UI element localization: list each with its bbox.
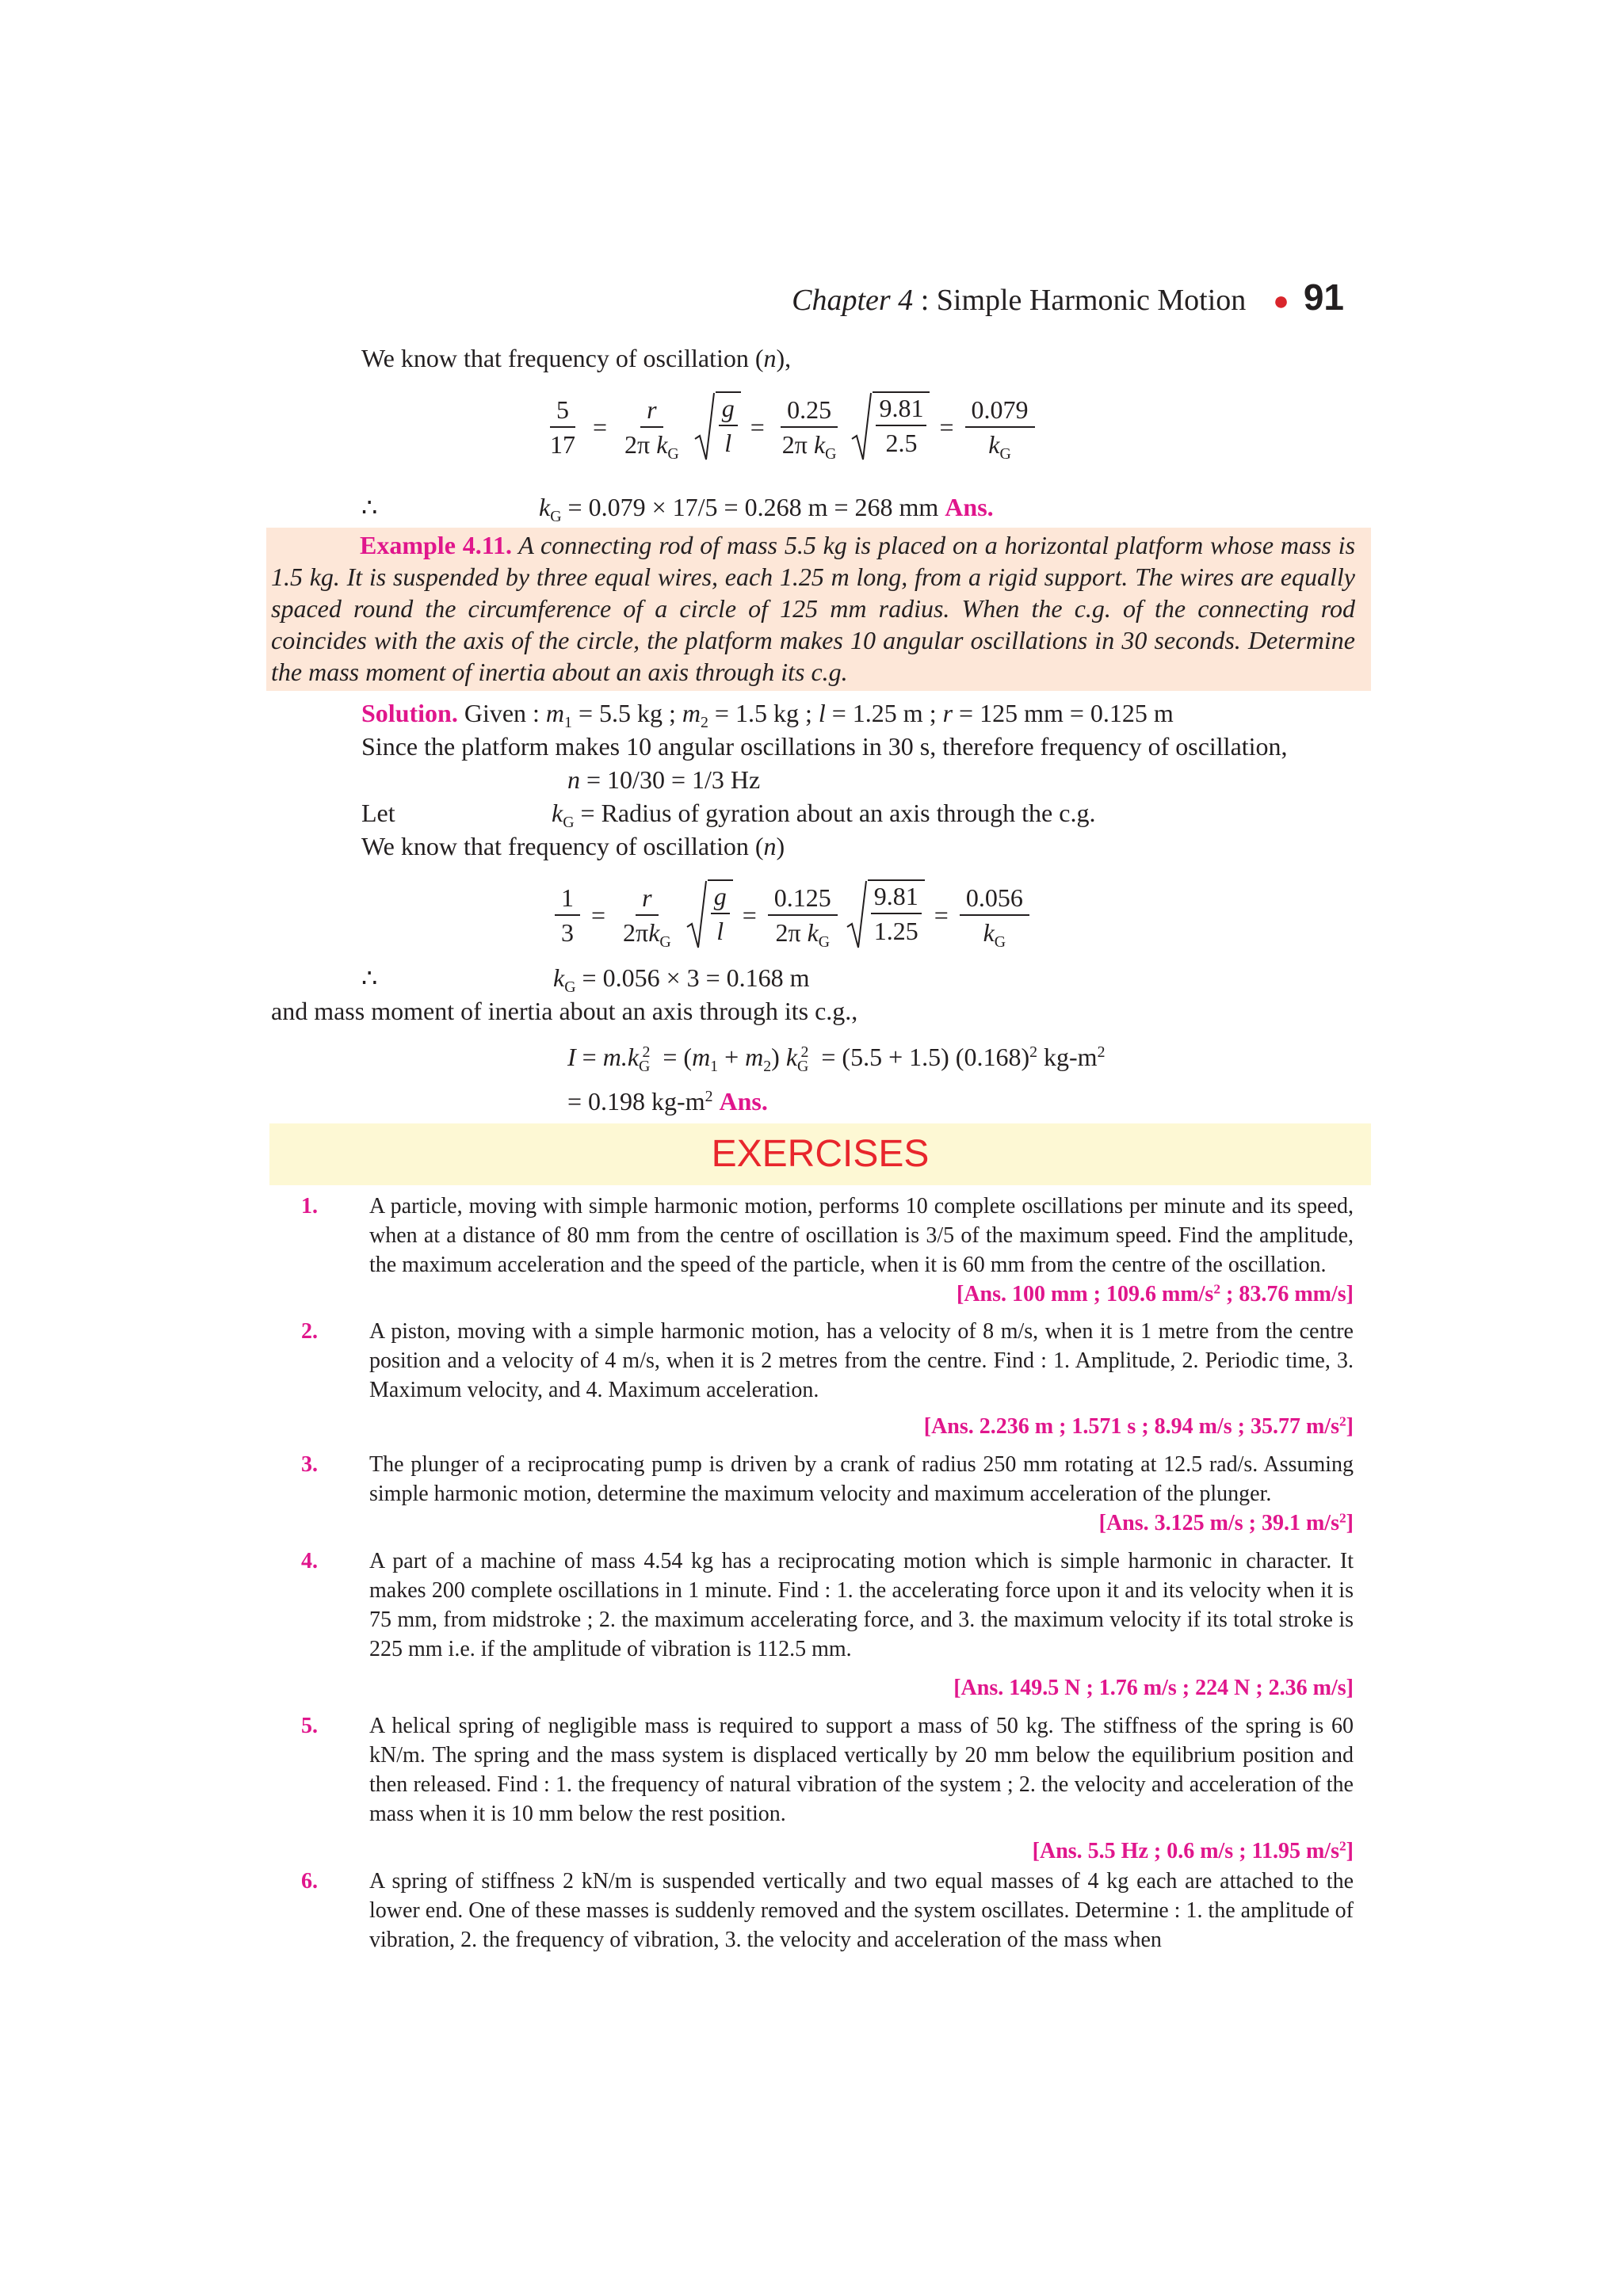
header-separator: : [913,284,937,317]
moi-result: = 0.198 $kg-m^2$ Ans. [567,1087,768,1116]
exercise-3-number: 3. [301,1452,318,1477]
exercise-4-answer: [Ans. 149.5 N ; 1.76 m/s ; 224 N ; 2.36 m/s] [953,1676,1354,1700]
page-header [792,279,1344,320]
chapter-label: Chapter 4 [792,284,914,317]
solution-frequency: n = 10/30 = 1/3 Hz [567,765,761,794]
example-statement [271,529,1355,688]
ans-label: Ans. [945,493,994,521]
prev-frequency-equation: $\frac{5}{17}$ = $\frac{r}{2\pi k_G}$ g l = $\frac{0.25}{2\pi k_G}$ 9.81 2.5 = $\frac{0.079}{k_G}$ [539,391,1040,463]
let-word: Let [361,799,395,827]
moi-equation: $I = m.k_G^2 = (m_1 + m_2) k_G^2 = (5.5 + 1.5)$ $(0.168)^2$ $kg-m^2$ [567,1043,1106,1075]
exercise-1-number: 1. [301,1194,318,1219]
let-definition: $k_G$ = Radius of gyration about an axis through the c.g. [552,799,1096,831]
moi-intro: and mass moment of inertia about an axis through its c.g., [271,997,858,1025]
exercise-3-text: The plunger of a reciprocating pump is driven by a crank of radius 250 mm rotating at 12.5 rad/s. Assuming simple harmonic motion, determine the maximum velocity and maximum acceleration of the plunger. [369,1452,1354,1506]
exercise-1-answer: [Ans. 100 mm ; 109.6 $mm/s^2$ ; 83.76 mm/s] [957,1281,1354,1306]
example-text: A connecting rod of mass 5.5 kg is placed on a horizontal platform whose mass is 1.5 kg. It is suspended by three equal wires, each 1.25 m long, from a rigid support. The wires are equally spaced round the circumference of a circle of 125 mm radius. When the c.g. of the connecting rod coincides with the axis of the circle, the platform makes 10 angular oscillations in 30 seconds. Determine the mass moment of inertia about an axis through its c.g. [271,531,1356,686]
page-number: 91 [1303,277,1344,318]
exercises-title: EXERCISES [711,1133,930,1175]
exercise-5-answer: [Ans. 5.5 Hz ; 0.6 m/s ; 11.95 $m/s^2$] [1032,1838,1354,1863]
exercise-4-text: A part of a machine of mass 4.54 kg has a reciprocating motion which is simple harmonic in character. It makes 200 complete oscillations in 1 minute. Find : 1. the accelerating force upon it and its velocity when it is 75 mm, from midstroke ; 2. the maximum accelerating force, and 3. the maximum velocity if its total stroke is 225 mm i.e. if the amplitude of vibration is 112.5 mm. [369,1549,1354,1661]
example-label: Example 4.11. [360,531,512,559]
prev-intro: We know that frequency of oscillation (n), [361,344,792,372]
therefore-symbol: ∴ [361,493,378,521]
chapter-title: Simple Harmonic Motion [936,284,1247,317]
exercise-2-number: 2. [301,1319,318,1344]
therefore-symbol-2: ∴ [361,963,378,992]
exercise-5-text: A helical spring of negligible mass is required to support a mass of 50 kg. The stiffness of the spring is 60 kN/m. The spring and the mass system is displaced vertically by 20 mm below the equilibrium position and then released. Find : 1. the frequency of natural vibration of the system ; 2. the velocity and acceleration of the mass when it is 10 mm below the rest position. [369,1714,1354,1826]
exercise-3-answer: [Ans. 3.125 m/s ; 39.1 $m/s^2$] [1098,1510,1354,1535]
ans-label-2: Ans. [719,1087,768,1116]
exercise-5-number: 5. [301,1714,318,1738]
exercise-1-text: A particle, moving with simple harmonic motion, performs 10 complete oscillations per minute and its speed, when at a distance of 80 mm from the centre of oscillation is 3/5 of the maximum speed. Find the amplitude, the maximum acceleration and the speed of the particle, when it is 60 mm from the centre of the oscillation. [369,1194,1354,1277]
solution-given: Solution. Given : $m_1 = 5.5$ kg ; $m_2 = 1.5$ kg ; l = 1.25 m ; r = 125 mm = 0.125 m [361,699,1174,731]
solution-intro: We know that frequency of oscillation (n) [361,832,785,860]
solution-result-line: $k_G = 0.056 \times 3 = 0.168$ m [553,963,810,996]
exercise-6-number: 6. [301,1869,318,1894]
exercise-2-answer: [Ans. 2.236 m ; 1.571 s ; 8.94 m/s ; 35.77 $m/s^2$] [923,1413,1354,1439]
exercise-4-number: 4. [301,1549,318,1573]
solution-label: Solution. [361,699,458,727]
solution-line-2: Since the platform makes 10 angular oscillations in 30 s, therefore frequency of oscillation, [361,732,1288,761]
prev-result-line: $k_G = 0.079 \times 17/5 = 0.268$ m = 268 mm Ans. [539,493,994,525]
solution-frequency-equation: $\frac{1}{3}$ = $\frac{r}{2\pi k_G}$ g l = $\frac{0.125}{2\pi k_G}$ 9.81 1.25 = $\frac{0.056}{k_G}$ [550,879,1034,951]
exercise-6-text: A spring of stiffness 2 kN/m is suspended vertically and two equal masses of 4 kg each are attached to the lower end. One of these masses is suddenly removed and the system oscillates. Determine : 1. the amplitude of vibration, 2. the frequency of vibration, 3. the velocity and acceleration of the mass when [369,1869,1354,1952]
exercise-2-text: A piston, moving with a simple harmonic motion, has a velocity of 8 m/s, when it is 1 metre from the centre position and a velocity of 4 m/s, when it is 2 metres from the centre. Find : 1. Amplitude, 2. Periodic time, 3. Maximum velocity, and 4. Maximum acceleration. [369,1319,1354,1402]
bullet-icon: ● [1273,287,1289,316]
